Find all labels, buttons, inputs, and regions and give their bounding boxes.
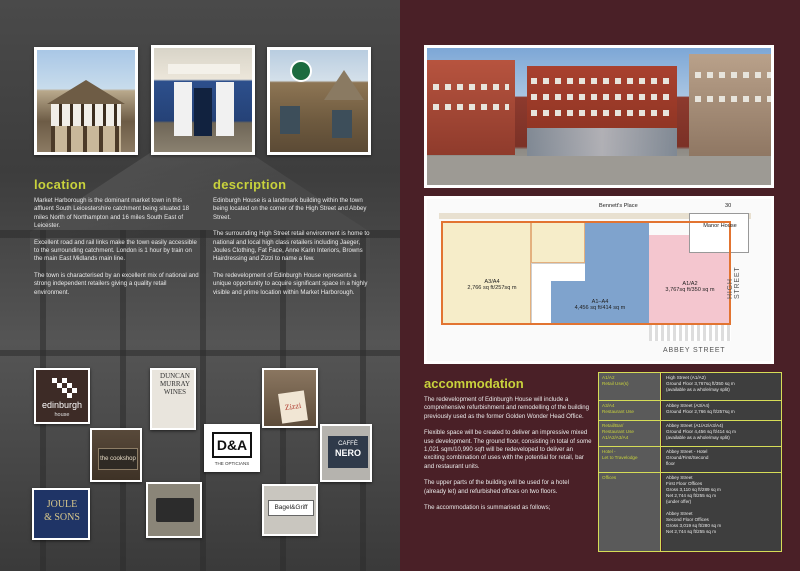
table-cell-use: Hotel - Let to Travelodge <box>599 447 661 472</box>
road <box>427 156 774 188</box>
unit-name: A1–A4 <box>591 299 609 305</box>
logo-sub-text: house <box>54 412 70 418</box>
sign-panel <box>156 498 194 522</box>
sign-text: DUNCAN MURRAY WINES <box>159 372 191 396</box>
location-paragraph: Excellent road and rail links make the town easily accessible to the surrounding catchment. London is 1 hour by train on the main East Midlands main line. <box>34 238 197 263</box>
checker-logo-icon <box>52 378 76 398</box>
accommodation-paragraph: Flexible space will be created to deliver an impressive mixed use development. The ground floor, consisting in total of some 1,021 sqm/10,990 sqft will be redeveloped to deliver an exciting combination of uses with the potential for retail, bar and restaurant units. <box>424 429 592 470</box>
unit-label <box>649 281 731 293</box>
sign-line: JOULE <box>46 499 78 510</box>
plan-label-bennetts-place: Bennett's Place <box>599 203 638 209</box>
table-row <box>599 421 781 447</box>
market-hall-photo <box>34 47 138 155</box>
unit-label <box>555 299 645 311</box>
accommodation-heading: accommodation <box>424 376 524 391</box>
description-paragraph: Edinburgh House is a landmark building within the town being located on the corner of the High Street and Abbey Street. <box>213 197 367 221</box>
bagel-griff-sign <box>262 484 318 536</box>
zizzi-sign <box>262 368 318 428</box>
plan-label-abbey-street: ABBEY STREET <box>663 347 726 354</box>
logo-sub-text: THE OPTICIANS <box>214 461 250 466</box>
table-cell-description: Abbey Street (A3/A4) Ground Floor 2,766 sq ft/257sq m <box>662 401 781 420</box>
location-heading: location <box>34 177 87 192</box>
ground-floor-glazing <box>527 128 677 156</box>
sign-text <box>37 498 87 524</box>
table-row <box>599 447 781 473</box>
joule-and-sons-sign <box>32 488 90 540</box>
right-page <box>400 0 800 571</box>
unit-area: 4,456 sq ft/414 sq m <box>574 305 626 311</box>
table-cell-description: Abbey Street (A1/A2/A3/A4) Ground Floor 4,456 sq ft/414 sq m (available as a whole/may split) <box>662 421 781 446</box>
cookshop-sign <box>90 428 142 482</box>
table-row <box>599 473 781 551</box>
description-paragraph: The surrounding High Street retail environment is home to national and local high class retailers including Jaeger, Joules Clothing, Fat Face, Anne Karin Interiors, Browns Hairdressing and Zizzi to name a few. <box>213 230 370 263</box>
location-paragraph: Market Harborough is the dominant market town in this affluent South Leicestershire catchment being situated 18 miles North of Northampton and 16 miles South East of Leicester. <box>34 197 190 230</box>
table-cell-use: A1/A2 Retail Use(s) <box>599 373 661 400</box>
table-cell-use: Offices <box>599 473 661 551</box>
table-cell-use: Retail/Bar/ Restaurant Use A1/A2/A3/A4 <box>599 421 661 446</box>
unit-area: 2,766 sq ft/257sq m <box>467 285 517 291</box>
accommodation-paragraph: The upper parts of the building will be used for a hotel (already let) and refurbished offices on two floors. <box>424 479 569 495</box>
sign-text: Zizzi <box>278 390 308 423</box>
unit-name: A3/A4 <box>484 279 500 285</box>
location-text <box>34 197 202 305</box>
unit-label <box>457 279 527 291</box>
description-heading: description <box>213 177 287 192</box>
sign-name-text: NERO <box>334 448 361 458</box>
da-opticians-logo <box>204 424 260 472</box>
plan-label-manor-house: Manor House <box>703 223 737 229</box>
table-cell-use: A3/A4 Restaurant Use <box>599 401 661 420</box>
unit-area: 3,767sq ft/350 sq m <box>665 287 715 293</box>
table-cell-description: Abbey Street - Hotel Ground/First/Second floor <box>662 447 781 472</box>
logo-mark: D&A <box>212 432 252 458</box>
logo-brand-text: edinburgh <box>41 400 83 410</box>
accommodation-text <box>424 396 592 520</box>
unit-name: A1/A2 <box>682 281 698 287</box>
plan-label-number: 30 <box>725 203 732 209</box>
caffe-nero-sign <box>320 424 372 482</box>
plan-label-high-street: HIGH STREET <box>727 266 741 299</box>
hanging-shop-sign <box>146 482 202 538</box>
duncan-murray-wines-sign <box>150 368 196 430</box>
building <box>689 54 774 156</box>
accommodation-paragraph: The redevelopment of Edinburgh House will include a comprehensive refurbishment and remodelling of the building previously used as the former Golden Wonder Head Office. <box>424 396 589 420</box>
sign-text: the cookshop <box>98 448 138 470</box>
accommodation-table <box>598 372 782 552</box>
sign-text: Bagel&Griff <box>268 500 314 516</box>
sign-top-text: CAFFÈ <box>338 441 358 447</box>
description-paragraph: The redevelopment of Edinburgh House represents a unique opportunity to acquire significant space in a highly visible and prime location within Market Harborough. <box>213 271 368 296</box>
location-paragraph: The town is characterised by an excellent mix of national and strong independent retailers giving a quality retail environment. <box>34 271 199 296</box>
table-row <box>599 373 781 401</box>
shopfront-photo <box>151 45 255 155</box>
edinburgh-house-logo <box>34 368 90 424</box>
table-cell-description: Abbey Street First Floor Offices Gross 3,110 sq ft/289 sq m Net 2,744 sq ft/255 sq m (under offer) Abbey Street Second Floor Offices Gross 3,019 sq ft/280 sq m Net 2,744 sq ft/255 sq m <box>662 473 781 551</box>
table-cell-description: High Street (A1/A2) Ground Floor 3,767sq ft/350 sq m (available as a whole/may split) <box>662 373 781 400</box>
floor-plan <box>424 196 774 364</box>
accommodation-paragraph: The accommodation is summarised as follows; <box>424 504 551 512</box>
starbucks-building-photo <box>267 47 371 155</box>
sign-panel <box>328 436 368 468</box>
description-text <box>213 197 373 305</box>
table-row <box>599 401 781 421</box>
edinburgh-house-street-photo <box>424 45 774 188</box>
sign-line: & SONS <box>44 512 80 523</box>
